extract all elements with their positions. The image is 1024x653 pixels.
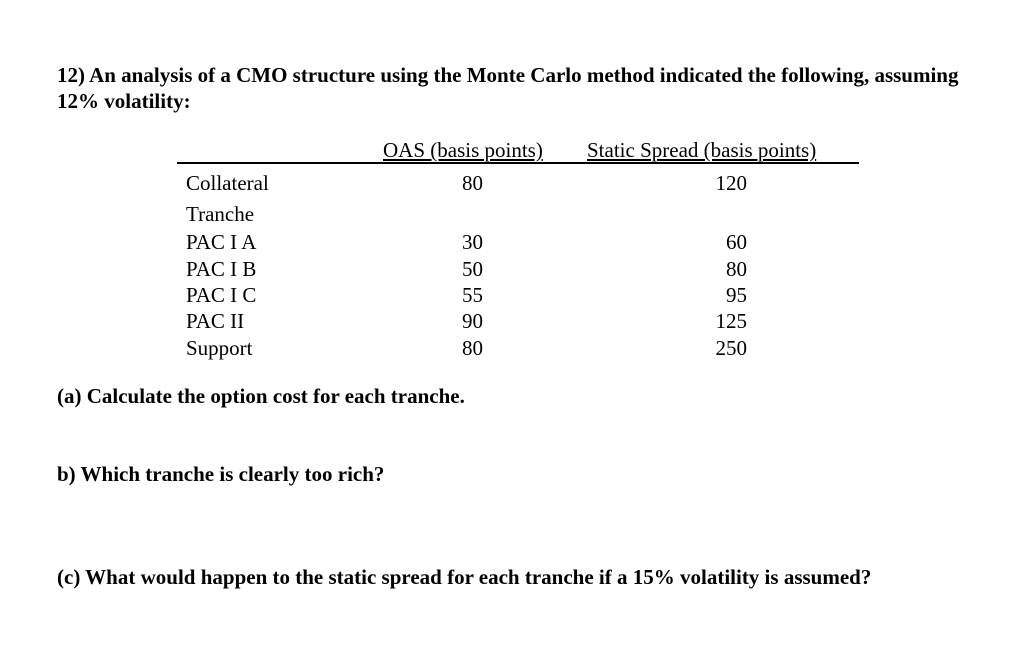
static-spread-value: 60 [726,230,747,254]
row-label: Support [186,336,253,360]
row-label: PAC I B [186,257,257,281]
table-row-tranche-heading [177,202,859,228]
table-row-pac-ii [177,309,859,335]
table-row-support [177,336,859,362]
row-label: PAC II [186,309,245,333]
oas-value: 30 [462,230,483,254]
table-row-collateral [177,171,859,197]
question-part-a: (a) Calculate the option cost for each tranche. [57,384,465,408]
oas-value: 50 [462,257,483,281]
question-title: 12) An analysis of a CMO structure using the Monte Carlo method indicated the following, assuming 12% volatility: [57,63,959,113]
table-row-pac-i-b [177,257,859,283]
question-part-b: b) Which tranche is clearly too rich? [57,462,385,486]
table-row-pac-i-c [177,283,859,309]
question-part-c: (c) What would happen to the static spread for each tranche if a 15% volatility is assumed? [57,565,872,589]
header-static-spread: Static Spread (basis points) [587,138,817,162]
static-spread-value: 125 [715,309,747,333]
static-spread-value: 95 [726,283,747,307]
header-rule [177,162,859,164]
oas-value: 55 [462,283,483,307]
table-row-pac-i-a [177,230,859,256]
header-oas: OAS (basis points) [383,138,543,162]
row-label: Collateral [186,171,269,195]
static-spread-value: 250 [715,336,747,360]
static-spread-value: 120 [715,171,747,195]
row-label: PAC I C [186,283,257,307]
oas-value: 90 [462,309,483,333]
oas-value: 80 [462,336,483,360]
row-label: PAC I A [186,230,257,254]
oas-value: 80 [462,171,483,195]
static-spread-value: 80 [726,257,747,281]
row-label: Tranche [186,202,255,226]
